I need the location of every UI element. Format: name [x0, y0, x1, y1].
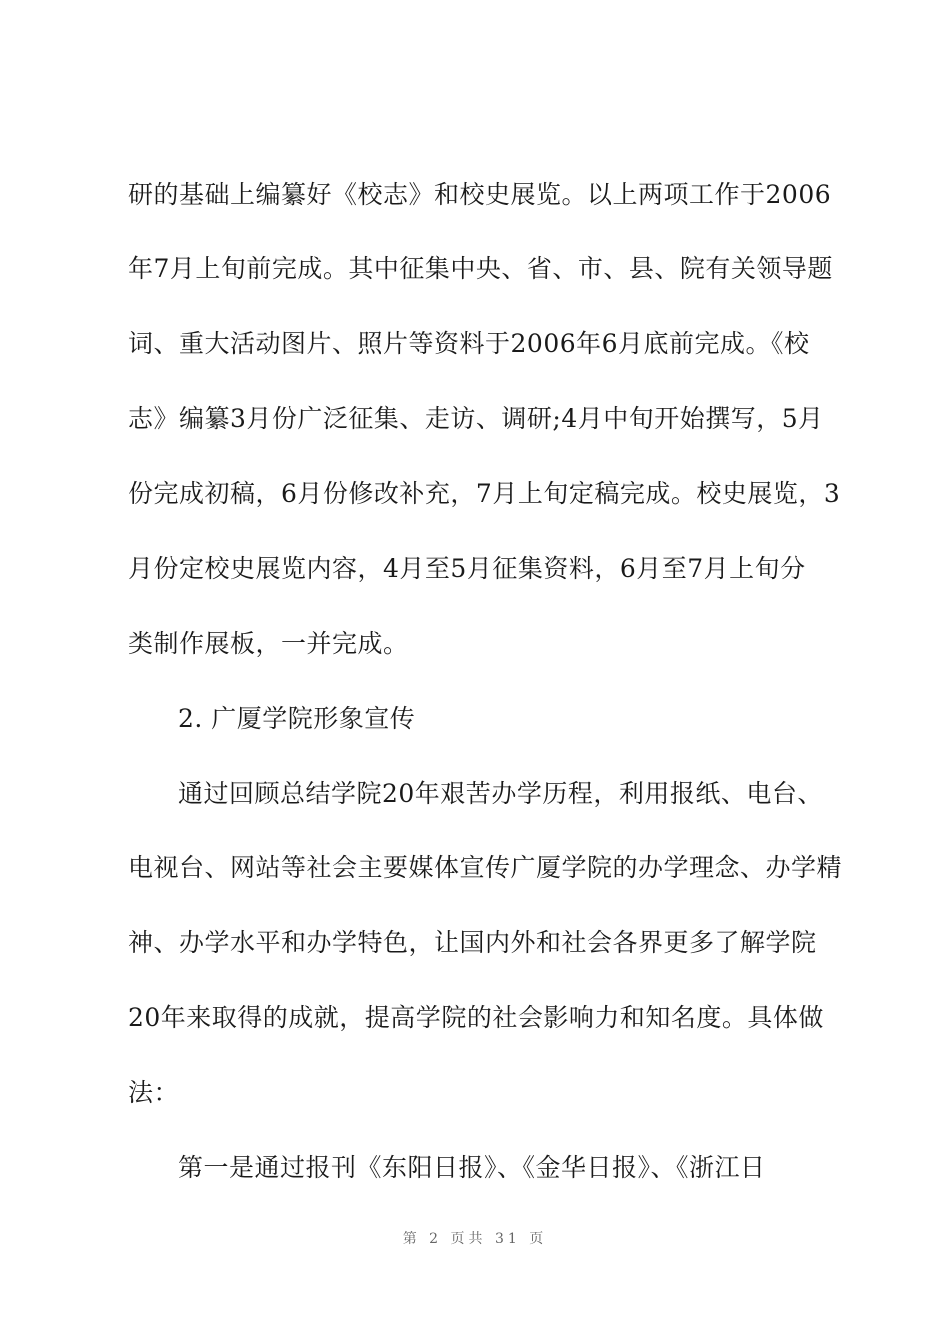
body-text-line: 月份定校史展览内容，4月至5月征集资料，6月至7月上旬分: [128, 554, 806, 583]
body-text-line: 年7月上旬前完成。其中征集中央、省、市、县、院有关领导题: [128, 254, 833, 283]
body-text-line: 神、办学水平和办学特色，让国内外和社会各界更多了解学院: [128, 928, 817, 957]
body-text-line: 份完成初稿，6月份修改补充，7月上旬定稿完成。校史展览，3: [128, 479, 841, 508]
body-text-line: 类制作展板，一并完成。: [128, 629, 409, 658]
body-text-line: 20年来取得的成就，提高学院的社会影响力和知名度。具体做: [128, 1003, 824, 1032]
body-text-line: 研的基础上编纂好《校志》和校史展览。以上两项工作于2006: [128, 180, 832, 209]
body-text-line: 第一是通过报刊《东阳日报》、《金华日报》、《浙江日: [178, 1153, 766, 1182]
body-text-line: 电视台、网站等社会主要媒体宣传广厦学院的办学理念、办学精: [128, 853, 843, 882]
body-text-line: 词、重大活动图片、照片等资料于2006年6月底前完成。《校: [128, 329, 810, 358]
page-footer: 第 2 页共 31 页: [402, 1231, 548, 1247]
body-text-line: 法：: [128, 1078, 180, 1107]
body-text-line: 通过回顾总结学院20年艰苦办学历程，利用报纸、电台、: [178, 779, 823, 808]
section-heading: 2. 广厦学院形象宣传: [178, 704, 416, 733]
body-text-line: 志》编纂3月份广泛征集、走访、调研;4月中旬开始撰写，5月: [128, 404, 824, 433]
